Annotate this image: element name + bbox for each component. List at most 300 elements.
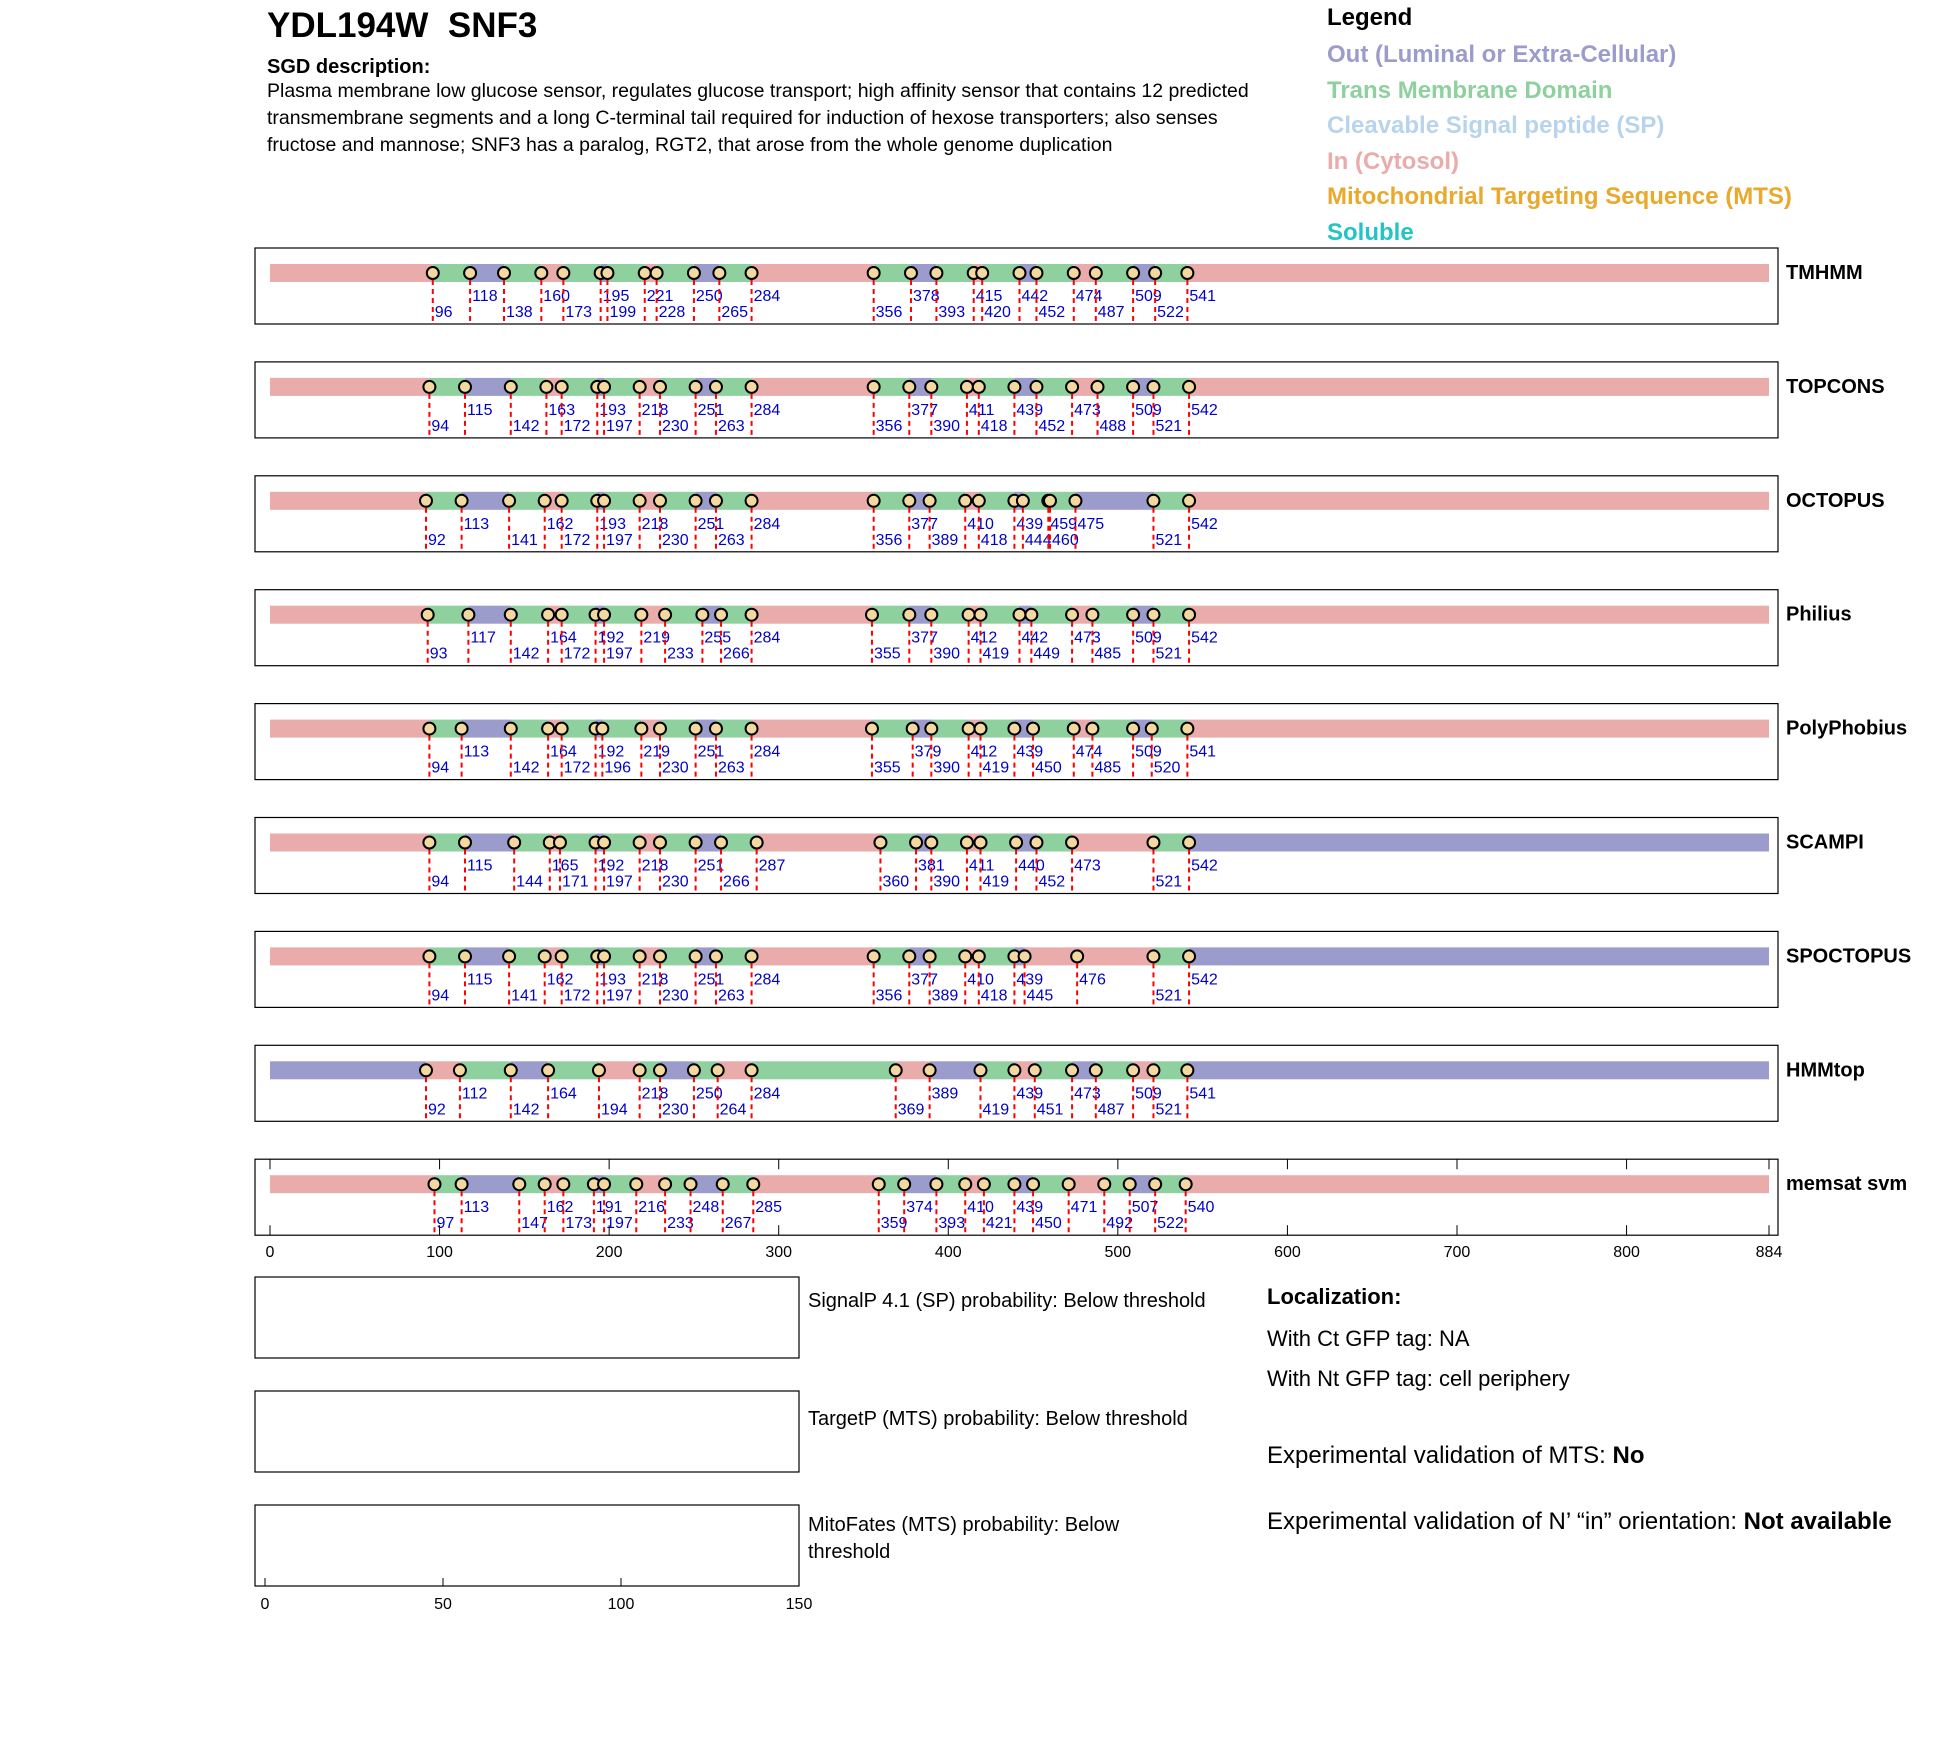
boundary-marker (868, 495, 880, 507)
segment-in (757, 834, 881, 852)
boundary-label: 96 (434, 304, 453, 321)
segment-out (1187, 1061, 1769, 1079)
boundary-label: 172 (563, 417, 591, 435)
boundary-label: 421 (985, 1215, 1013, 1233)
boundary-label: 542 (1191, 857, 1218, 875)
boundary-marker (542, 723, 554, 735)
boundary-label: 263 (717, 417, 745, 435)
boundary-label: 356 (875, 531, 903, 549)
boundary-label: 230 (662, 987, 689, 1005)
boundary-label: 473 (1074, 629, 1101, 647)
boundary-marker (598, 381, 610, 393)
boundary-label: 173 (565, 304, 593, 321)
boundary-label: 195 (602, 288, 630, 305)
segment-in (753, 1175, 878, 1193)
boundary-marker (685, 1178, 697, 1190)
legend-item-soluble: Soluble (1327, 218, 1414, 246)
boundary-marker (978, 1178, 990, 1190)
boundary-label: 410 (967, 971, 994, 989)
boundary-marker (1147, 381, 1159, 393)
boundary-label: 452 (1038, 304, 1066, 321)
boundary-label: 284 (753, 1085, 781, 1103)
boundary-marker (557, 1178, 569, 1190)
boundary-marker (974, 723, 986, 735)
x-tick-label: 500 (1104, 1244, 1132, 1262)
track-name: HMMtop (1786, 1059, 1865, 1082)
segment-in (752, 606, 872, 624)
boundary-marker (925, 723, 937, 735)
boundary-label: 263 (717, 987, 745, 1005)
boundary-label: 233 (667, 1215, 694, 1233)
boundary-label: 160 (543, 288, 571, 305)
boundary-label: 439 (1016, 1199, 1044, 1217)
boundary-label: 284 (753, 743, 781, 761)
boundary-label: 439 (1016, 743, 1044, 761)
boundary-label: 142 (512, 1101, 540, 1119)
legend-title: Legend (1327, 4, 1413, 31)
boundary-label: 389 (931, 531, 959, 549)
boundary-label: 218 (641, 857, 669, 875)
boundary-label: 171 (561, 873, 589, 891)
boundary-marker (690, 723, 702, 735)
boundary-label: 459 (1050, 515, 1078, 533)
track-name: TOPCONS (1786, 375, 1885, 398)
boundary-label: 192 (597, 743, 625, 761)
boundary-marker (1124, 1178, 1136, 1190)
boundary-marker (868, 267, 880, 279)
boundary-marker (556, 495, 568, 507)
track-frame (255, 476, 1778, 552)
boundary-label: 415 (975, 288, 1003, 305)
mts-validation (1267, 1440, 1907, 1472)
boundary-marker (710, 495, 722, 507)
boundary-label: 263 (717, 531, 745, 549)
boundary-label: 287 (758, 857, 786, 875)
boundary-marker (1008, 381, 1020, 393)
boundary-label: 162 (546, 515, 574, 533)
boundary-label: 142 (512, 417, 540, 435)
boundary-label: 449 (1033, 645, 1061, 663)
boundary-label: 228 (658, 304, 686, 321)
segment-in (1077, 947, 1153, 965)
boundary-marker (1025, 609, 1037, 621)
segment-in (1189, 378, 1769, 396)
track-frame (255, 248, 1778, 324)
boundary-label: 266 (723, 645, 750, 663)
boundary-marker (713, 267, 725, 279)
boundary-label: 197 (606, 873, 633, 891)
boundary-marker (634, 381, 646, 393)
boundary-label: 473 (1074, 857, 1101, 875)
boundary-marker (751, 837, 763, 849)
boundary-marker (1181, 267, 1193, 279)
mitofates-label: MitoFates (MTS) probability: Below threshold (808, 1514, 1120, 1563)
boundary-marker (688, 267, 700, 279)
boundary-label: 412 (970, 743, 998, 761)
boundary-marker (456, 495, 468, 507)
boundary-marker (963, 609, 975, 621)
boundary-label: 452 (1038, 873, 1066, 891)
boundary-label: 521 (1155, 1101, 1183, 1119)
boundary-marker (539, 1178, 551, 1190)
boundary-marker (1027, 1178, 1039, 1190)
track-name: SCAMPI (1786, 831, 1864, 854)
boundary-marker (712, 1064, 724, 1076)
boundary-label: 284 (753, 401, 781, 419)
boundary-label: 355 (873, 645, 901, 663)
boundary-marker (746, 609, 758, 621)
boundary-label: 172 (563, 759, 591, 777)
boundary-label: 390 (933, 759, 961, 777)
boundary-marker (427, 267, 439, 279)
boundary-label: 521 (1155, 645, 1183, 663)
boundary-label: 520 (1153, 759, 1181, 777)
prob-tick-label: 0 (260, 1596, 270, 1613)
boundary-label: 263 (717, 759, 745, 777)
segment-out (1075, 492, 1153, 510)
boundary-label: 487 (1097, 1101, 1125, 1119)
boundary-label: 194 (600, 1101, 628, 1119)
signalp-label: SignalP 4.1 (SP) probability: Below threshold (808, 1290, 1206, 1312)
boundary-marker (1066, 1064, 1078, 1076)
boundary-marker (464, 267, 476, 279)
boundary-label: 509 (1135, 288, 1162, 305)
boundary-marker (903, 381, 915, 393)
boundary-label: 112 (461, 1085, 488, 1103)
boundary-marker (903, 495, 915, 507)
boundary-label: 251 (697, 401, 725, 419)
boundary-marker (688, 1064, 700, 1076)
boundary-label: 218 (641, 971, 669, 989)
track-frame (255, 818, 1778, 894)
boundary-label: 113 (463, 743, 490, 761)
boundary-label: 509 (1135, 401, 1162, 419)
boundary-label: 251 (697, 971, 725, 989)
boundary-marker (866, 723, 878, 735)
boundary-label: 115 (467, 857, 493, 875)
boundary-marker (1183, 837, 1195, 849)
boundary-label: 377 (911, 515, 938, 533)
boundary-label: 542 (1191, 629, 1218, 647)
gene-name: SNF3 (447, 6, 538, 45)
boundary-marker (874, 837, 886, 849)
boundary-marker (505, 609, 517, 621)
boundary-marker (963, 723, 975, 735)
orientation-validation-value: Not available (1743, 1508, 1892, 1535)
boundary-label: 451 (1036, 1101, 1064, 1119)
boundary-marker (1069, 495, 1081, 507)
boundary-label: 374 (906, 1199, 933, 1217)
segment-in (752, 492, 874, 510)
boundary-marker (974, 837, 986, 849)
boundary-marker (690, 381, 702, 393)
boundary-label: 221 (646, 288, 674, 305)
boundary-label: 419 (982, 1101, 1010, 1119)
boundary-marker (556, 609, 568, 621)
mts-validation-label: Experimental validation of MTS: (1267, 1442, 1613, 1469)
track-frame (255, 1045, 1778, 1121)
boundary-marker (1027, 723, 1039, 735)
boundary-label: 251 (697, 857, 725, 875)
track-name: TMHMM (1786, 262, 1863, 284)
boundary-label: 359 (880, 1215, 908, 1233)
boundary-label: 230 (662, 417, 689, 435)
segment-in (1187, 264, 1769, 282)
probability-frame (255, 1277, 799, 1358)
boundary-marker (505, 1064, 517, 1076)
boundary-label: 193 (599, 515, 626, 533)
localization-ct: With Ct GFP tag: NA (1267, 1326, 1470, 1351)
segment-in (270, 947, 429, 965)
boundary-label: 93 (429, 645, 448, 663)
probability-frame (255, 1505, 799, 1586)
boundary-marker (690, 950, 702, 962)
boundary-label: 485 (1094, 645, 1122, 663)
boundary-marker (423, 723, 435, 735)
x-tick-label: 700 (1443, 1244, 1471, 1262)
boundary-label: 450 (1035, 1215, 1062, 1233)
boundary-label: 360 (882, 873, 910, 891)
boundary-label: 509 (1135, 629, 1162, 647)
boundary-marker (1017, 495, 1029, 507)
boundary-label: 442 (1021, 629, 1049, 647)
boundary-label: 265 (721, 304, 749, 321)
boundary-marker (1030, 381, 1042, 393)
boundary-label: 147 (521, 1215, 548, 1233)
track-frame (255, 590, 1778, 666)
boundary-label: 541 (1189, 743, 1217, 761)
boundary-marker (598, 495, 610, 507)
boundary-marker (659, 1178, 671, 1190)
boundary-marker (746, 267, 758, 279)
boundary-label: 471 (1070, 1199, 1098, 1217)
segment-in (1025, 947, 1078, 965)
boundary-marker (1098, 1178, 1110, 1190)
orientation-validation (1267, 1506, 1907, 1538)
boundary-label: 439 (1016, 971, 1044, 989)
boundary-marker (1008, 723, 1020, 735)
boundary-label: 248 (692, 1199, 720, 1217)
boundary-marker (1147, 495, 1159, 507)
boundary-marker (423, 837, 435, 849)
boundary-label: 509 (1135, 1085, 1162, 1103)
boundary-marker (1181, 1064, 1193, 1076)
boundary-marker (1127, 1064, 1139, 1076)
boundary-label: 390 (933, 417, 961, 435)
track-frame (255, 931, 1778, 1007)
x-tick-label: 200 (595, 1244, 623, 1262)
boundary-marker (542, 609, 554, 621)
segment-in (270, 834, 429, 852)
boundary-label: 138 (506, 304, 533, 321)
boundary-label: 522 (1157, 304, 1184, 321)
boundary-marker (973, 381, 985, 393)
boundary-marker (1008, 1178, 1020, 1190)
sgd-heading: SGD description: (267, 56, 431, 78)
boundary-label: 230 (662, 759, 689, 777)
boundary-label: 439 (1016, 515, 1044, 533)
track-name: memsat svm (1786, 1173, 1908, 1196)
boundary-marker (503, 950, 515, 962)
boundary-marker (925, 609, 937, 621)
boundary-label: 381 (918, 857, 945, 875)
boundary-marker (542, 1064, 554, 1076)
legend-item-out: Out (Luminal or Extra-Cellular) (1327, 41, 1677, 68)
boundary-marker (556, 723, 568, 735)
boundary-marker (654, 495, 666, 507)
segment-tm (548, 1061, 599, 1079)
boundary-label: 113 (463, 515, 490, 533)
boundary-marker (976, 267, 988, 279)
boundary-label: 284 (753, 515, 781, 533)
boundary-label: 285 (755, 1199, 782, 1217)
boundary-marker (539, 950, 551, 962)
boundary-marker (898, 1178, 910, 1190)
boundary-marker (1068, 267, 1080, 279)
segment-tm (460, 1061, 511, 1079)
boundary-label: 418 (980, 987, 1008, 1005)
track-frame (255, 362, 1778, 438)
boundary-label: 233 (667, 645, 694, 663)
boundary-label: 267 (724, 1215, 752, 1233)
boundary-label: 485 (1094, 759, 1122, 777)
boundary-label: 355 (873, 759, 901, 777)
boundary-marker (535, 267, 547, 279)
boundary-marker (420, 1064, 432, 1076)
boundary-label: 141 (511, 987, 538, 1005)
boundary-label: 390 (933, 873, 961, 891)
track-name: OCTOPUS (1786, 489, 1885, 512)
boundary-label: 521 (1155, 531, 1183, 549)
boundary-marker (1071, 950, 1083, 962)
boundary-marker (1066, 381, 1078, 393)
boundary-marker (1149, 267, 1161, 279)
boundary-marker (907, 723, 919, 735)
boundary-label: 542 (1191, 971, 1218, 989)
boundary-marker (1086, 609, 1098, 621)
boundary-label: 92 (428, 531, 446, 549)
mts-validation-value: No (1612, 1442, 1645, 1469)
boundary-label: 473 (1074, 401, 1101, 419)
boundary-marker (746, 381, 758, 393)
boundary-marker (630, 1178, 642, 1190)
boundary-label: 266 (723, 873, 750, 891)
boundary-label: 439 (1016, 401, 1044, 419)
boundary-marker (420, 495, 432, 507)
boundary-label: 191 (595, 1199, 623, 1217)
boundary-marker (1030, 267, 1042, 279)
boundary-label: 410 (967, 515, 994, 533)
boundary-label: 507 (1131, 1199, 1159, 1217)
boundary-label: 115 (467, 401, 493, 419)
boundary-label: 264 (719, 1101, 747, 1119)
boundary-label: 197 (606, 531, 633, 549)
boundary-marker (717, 1178, 729, 1190)
boundary-label: 369 (897, 1101, 925, 1119)
legend-item-mts: Mitochondrial Targeting Sequence (MTS) (1327, 183, 1792, 210)
boundary-marker (925, 381, 937, 393)
boundary-marker (1183, 381, 1195, 393)
boundary-marker (508, 837, 520, 849)
x-tick-label: 884 (1755, 1244, 1783, 1262)
boundary-label: 521 (1155, 417, 1183, 435)
boundary-marker (454, 1064, 466, 1076)
segment-out (270, 1061, 426, 1079)
segment-in (270, 264, 433, 282)
boundary-marker (557, 267, 569, 279)
boundary-marker (554, 837, 566, 849)
boundary-label: 115 (467, 971, 493, 989)
boundary-label: 390 (933, 645, 961, 663)
boundary-marker (1127, 609, 1139, 621)
boundary-marker (903, 609, 915, 621)
boundary-marker (1147, 609, 1159, 621)
boundary-label: 193 (599, 401, 626, 419)
boundary-marker (659, 609, 671, 621)
boundary-marker (598, 837, 610, 849)
boundary-marker (1092, 381, 1104, 393)
gene-id: YDL194W (267, 6, 429, 45)
boundary-label: 411 (968, 401, 995, 419)
x-tick-label: 300 (765, 1244, 793, 1262)
segment-in (270, 378, 429, 396)
boundary-label: 412 (970, 629, 998, 647)
boundary-label: 522 (1157, 1215, 1184, 1233)
boundary-marker (601, 267, 613, 279)
segment-in (752, 720, 872, 738)
boundary-label: 284 (753, 288, 781, 305)
boundary-label: 230 (662, 873, 689, 891)
boundary-label: 94 (431, 987, 450, 1005)
boundary-marker (974, 1064, 986, 1076)
boundary-label: 250 (695, 1085, 723, 1103)
boundary-marker (746, 1064, 758, 1076)
boundary-label: 379 (914, 743, 942, 761)
boundary-marker (428, 1178, 440, 1190)
boundary-marker (1030, 837, 1042, 849)
boundary-label: 197 (606, 645, 633, 663)
boundary-marker (1181, 723, 1193, 735)
boundary-label: 164 (550, 629, 577, 647)
localization-heading: Localization: (1267, 1284, 1402, 1309)
boundary-marker (635, 609, 647, 621)
boundary-label: 487 (1097, 304, 1125, 321)
boundary-marker (505, 723, 517, 735)
segment-in (752, 947, 874, 965)
boundary-marker (635, 723, 647, 735)
boundary-label: 541 (1189, 1085, 1217, 1103)
boundary-marker (1066, 837, 1078, 849)
boundary-marker (1127, 723, 1139, 735)
x-tick-label: 0 (265, 1244, 275, 1262)
boundary-label: 444 (1024, 531, 1052, 549)
boundary-marker (1147, 1064, 1159, 1076)
boundary-label: 540 (1187, 1199, 1215, 1217)
boundary-label: 521 (1155, 987, 1183, 1005)
boundary-label: 389 (931, 987, 959, 1005)
boundary-label: 163 (548, 401, 576, 419)
boundary-marker (593, 1064, 605, 1076)
boundary-label: 142 (512, 645, 540, 663)
x-tick-label: 100 (426, 1244, 453, 1262)
boundary-marker (459, 381, 471, 393)
boundary-marker (715, 609, 727, 621)
boundary-marker (903, 950, 915, 962)
boundary-marker (1019, 950, 1031, 962)
boundary-label: 393 (938, 1215, 966, 1233)
boundary-marker (873, 1178, 885, 1190)
boundary-label: 445 (1026, 987, 1054, 1005)
